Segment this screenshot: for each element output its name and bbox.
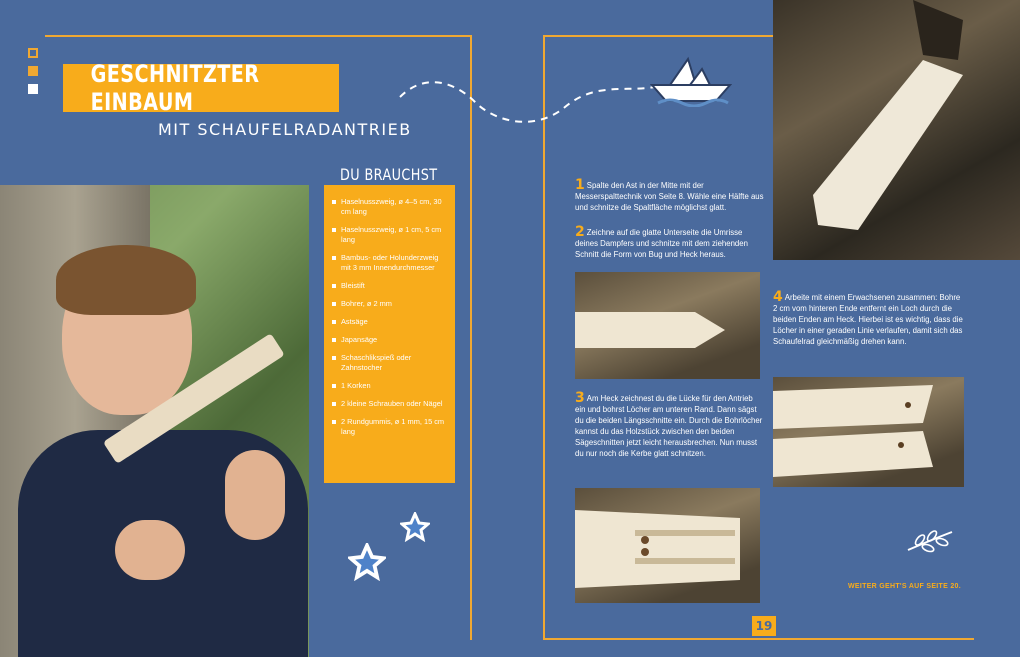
paper-boat-icon	[650, 55, 732, 107]
decor-square	[28, 84, 38, 94]
materials-item: Bambus- oder Holunderzweig mit 3 mm Innendurchmesser	[332, 253, 449, 273]
step-1	[575, 177, 765, 213]
materials-item: Astsäge	[332, 317, 449, 327]
step-number: 3	[575, 390, 585, 406]
materials-item: Haselnusszweig, ø 4–5 cm, 30 cm lang	[332, 197, 449, 217]
materials-item: 2 Rundgummis, ø 1 mm, 15 cm lang	[332, 417, 449, 437]
page-title: GESCHNITZTER EINBAUM	[90, 60, 260, 116]
materials-item: Haselnusszweig, ø 1 cm, 5 cm lang	[332, 225, 449, 245]
star-sticker-icon	[348, 543, 386, 581]
step-text: Am Heck zeichnest du die Lücke für den Antrieb ein und bohrst Löcher am unteren Rand. Dann sägst du die beiden Längsschnitte ein. Durch die Bohrlöcher kannst du das Holzstück zwischen den beiden Sägeschnitten jetzt leicht herausbrechen. Nun musst du nur noch die Kerbe glatt schnitzen.	[575, 394, 763, 458]
page-number: 19	[752, 616, 776, 636]
photo-boy-hand	[225, 450, 285, 540]
step-text: Zeichne auf die glatte Unterseite die Umrisse deines Dampfers und schnitze mit dem ziehenden Schnitt die Form von Bug und Heck heraus.	[575, 228, 748, 259]
photo-step-2	[575, 272, 760, 379]
photo-boy-hand	[115, 520, 185, 580]
materials-item: Bleistift	[332, 281, 449, 291]
star-sticker-icon	[400, 512, 430, 542]
step-number: 2	[575, 224, 585, 240]
photo-step-3	[575, 488, 760, 603]
materials-heading: DU BRAUCHST	[340, 165, 438, 184]
materials-item: 1 Korken	[332, 381, 449, 391]
step-number: 1	[575, 177, 585, 193]
materials-item: 2 kleine Schrauben oder Nägel	[332, 399, 449, 409]
step-4	[773, 289, 963, 347]
step-text: Arbeite mit einem Erwachsenen zusammen: Bohre 2 cm vom hinteren Ende entfernt ein Loch durch die beiden Enden am Heck. Hierbei ist es wichtig, dass die Löcher in einer geraden Linie verlaufen, damit sich das Schaufelrad gleichmäßig drehen kann.	[773, 293, 963, 346]
step-text: Spalte den Ast in der Mitte mit der Messerspalttechnik von Seite 8. Wähle eine Hälfte aus und schnitze die Spaltfläche möglichst glatt.	[575, 181, 764, 212]
photo-drilled-stern	[773, 377, 964, 487]
materials-item: Japansäge	[332, 335, 449, 345]
leaf-branch-icon	[906, 528, 954, 554]
continue-note: WEITER GEHT'S AUF SEITE 20.	[848, 583, 961, 590]
photo-carved-bow	[575, 272, 760, 379]
materials-item: Bohrer, ø 2 mm	[332, 299, 449, 309]
title-banner	[63, 60, 339, 116]
photo-boat-on-water	[773, 0, 1020, 260]
materials-list	[332, 197, 449, 437]
materials-item: Schaschlikspieß oder Zahnstocher	[332, 353, 449, 373]
photo-boy-hair	[56, 245, 196, 315]
step-number: 4	[773, 289, 783, 305]
step-3	[575, 390, 765, 459]
decor-square	[28, 48, 38, 58]
photo-step-4	[773, 377, 964, 487]
dashed-path-decor	[395, 62, 665, 132]
step-2	[575, 224, 765, 260]
photo-boy-with-boat	[0, 185, 309, 657]
page-subtitle: MIT SCHAUFELRADANTRIEB	[158, 120, 412, 139]
decor-squares	[28, 48, 38, 102]
decor-square	[28, 66, 38, 76]
photo-stern-notch	[575, 488, 760, 603]
photo-boat-shape	[773, 0, 1020, 260]
materials-box	[324, 185, 455, 483]
